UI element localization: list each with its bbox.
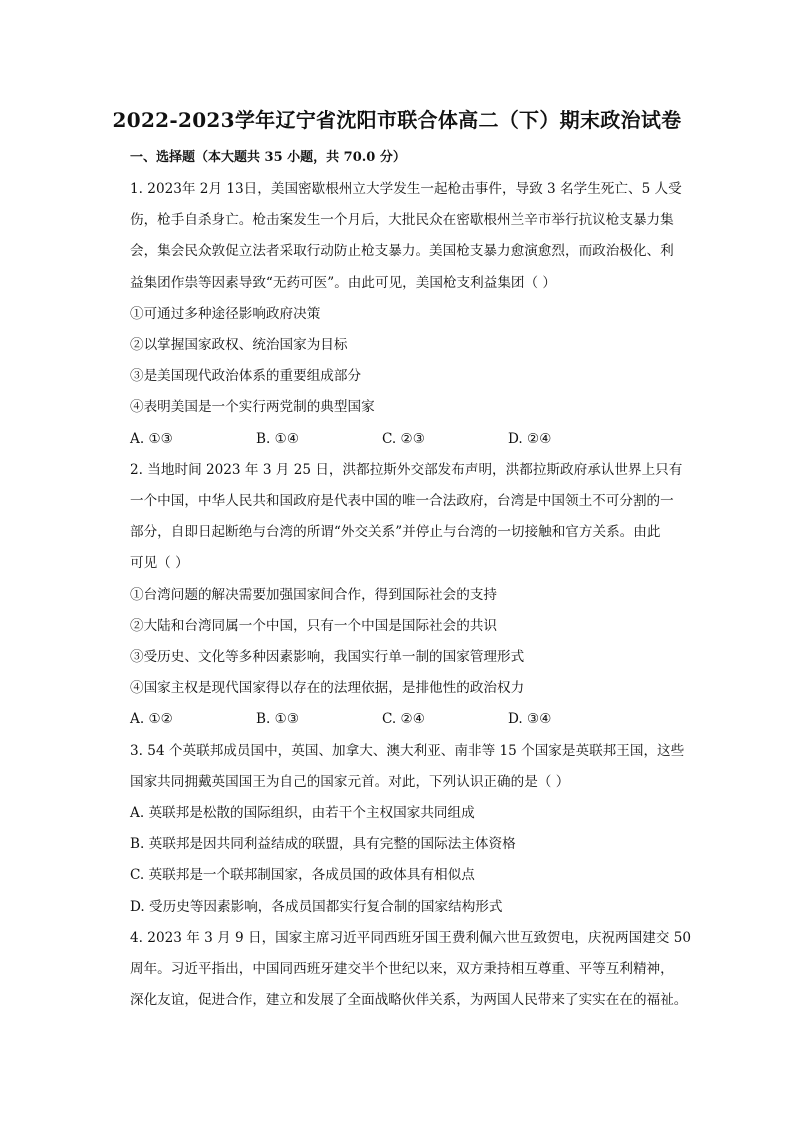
option-a[interactable]: A. 英联邦是松散的国际组织，由若干个主权国家共同组成 bbox=[130, 805, 475, 822]
question-3-stem-line: 国家共同拥戴英国国王为自己的国家元首。对此，下列认识正确的是（ ） bbox=[130, 773, 570, 790]
question-1-item: ②以掌握国家政权、统治国家为目标 bbox=[130, 337, 348, 354]
question-1-options bbox=[130, 424, 710, 455]
question-1-item: ④表明美国是一个实行两党制的典型国家 bbox=[130, 399, 375, 416]
question-2-options bbox=[130, 704, 710, 735]
option-a[interactable]: A. ①③ bbox=[130, 430, 173, 447]
option-b[interactable]: B. 英联邦是因共同利益结成的联盟，具有完整的国际法主体资格 bbox=[130, 836, 516, 853]
section-heading: 一、选择题（本大题共 35 小题，共 70.0 分） bbox=[130, 150, 406, 165]
question-2-item: ④国家主权是现代国家得以存在的法理依据，是排他性的政治权力 bbox=[130, 680, 525, 697]
question-4-stem-line: 4. 2023 年 3 月 9 日，国家主席习近平同西班牙国王费利佩六世互致贺电，庆祝两国建交 50 bbox=[130, 929, 691, 946]
option-d[interactable]: D. ②④ bbox=[508, 430, 552, 447]
question-2-stem-line: 一个中国，中华人民共和国政府是代表中国的唯一合法政府，台湾是中国领土不可分割的一 bbox=[130, 493, 674, 510]
question-2-stem-line: 可见（ ） bbox=[130, 555, 189, 572]
option-b[interactable]: B. ①④ bbox=[256, 430, 300, 447]
question-2-item: ②大陆和台湾同属一个中国，只有一个中国是国际社会的共识 bbox=[130, 617, 498, 634]
option-c[interactable]: C. ②④ bbox=[382, 711, 425, 728]
page-title: 2022-2023学年辽宁省沈阳市联合体高二（下）期末政治试卷 bbox=[112, 108, 682, 132]
question-1-stem-line: 伤，枪手自杀身亡。枪击案发生一个月后，大批民众在密歇根州兰辛市举行抗议枪支暴力集 bbox=[130, 212, 674, 229]
question-3-stem-line: 3. 54 个英联邦成员国中，英国、加拿大、澳大利亚、南非等 15 个国家是英联邦王国，这些 bbox=[130, 742, 685, 759]
question-1-item: ①可通过多种途径影响政府决策 bbox=[130, 305, 321, 322]
question-4-stem-line: 周年。习近平指出，中国同西班牙建交半个世纪以来，双方秉持相互尊重、平等互利精神， bbox=[130, 961, 674, 978]
option-d[interactable]: D. ③④ bbox=[508, 711, 552, 728]
question-2-item: ③受历史、文化等多种因素影响，我国实行单一制的国家管理形式 bbox=[130, 649, 525, 666]
option-d[interactable]: D. 受历史等因素影响，各成员国都实行复合制的国家结构形式 bbox=[130, 898, 503, 915]
question-2 bbox=[130, 455, 710, 736]
question-list bbox=[130, 174, 710, 1016]
question-2-stem-line: 部分，自即日起断绝与台湾的所谓“外交关系”并停止与台湾的一切接触和官方关系。由此 bbox=[130, 524, 661, 541]
question-1-item: ③是美国现代政治体系的重要组成部分 bbox=[130, 368, 362, 385]
question-1-stem-line: 1. 2023年 2月 13日，美国密歇根州立大学发生一起枪击事件，导致 3 名学生死亡、5 人受 bbox=[130, 181, 682, 197]
question-4-stem-line: 深化友谊，促进合作，建立和发展了全面战略伙伴关系，为两国人民带来了实实在在的福祉。 bbox=[130, 992, 688, 1009]
option-c[interactable]: C. 英联邦是一个联邦制国家，各成员国的政体具有相似点 bbox=[130, 867, 475, 884]
question-1 bbox=[130, 174, 710, 455]
question-4 bbox=[130, 923, 710, 1017]
question-2-item: ①台湾问题的解决需要加强国家间合作，得到国际社会的支持 bbox=[130, 586, 498, 603]
option-b[interactable]: B. ①③ bbox=[256, 711, 300, 728]
question-1-stem-line: 益集团作祟等因素导致“无药可医”。由此可见，美国枪支利益集团（ ） bbox=[130, 274, 557, 291]
question-2-stem-line: 2. 当地时间 2023 年 3 月 25 日，洪都拉斯外交部发布声明，洪都拉斯政府承认世界上只有 bbox=[130, 461, 683, 478]
option-c[interactable]: C. ②③ bbox=[382, 430, 425, 447]
option-a[interactable]: A. ①② bbox=[130, 711, 173, 728]
question-3 bbox=[130, 736, 710, 923]
question-1-stem-line: 会，集会民众敦促立法者采取行动防止枪支暴力。美国枪支暴力愈演愈烈，而政治极化、利 bbox=[130, 243, 674, 260]
